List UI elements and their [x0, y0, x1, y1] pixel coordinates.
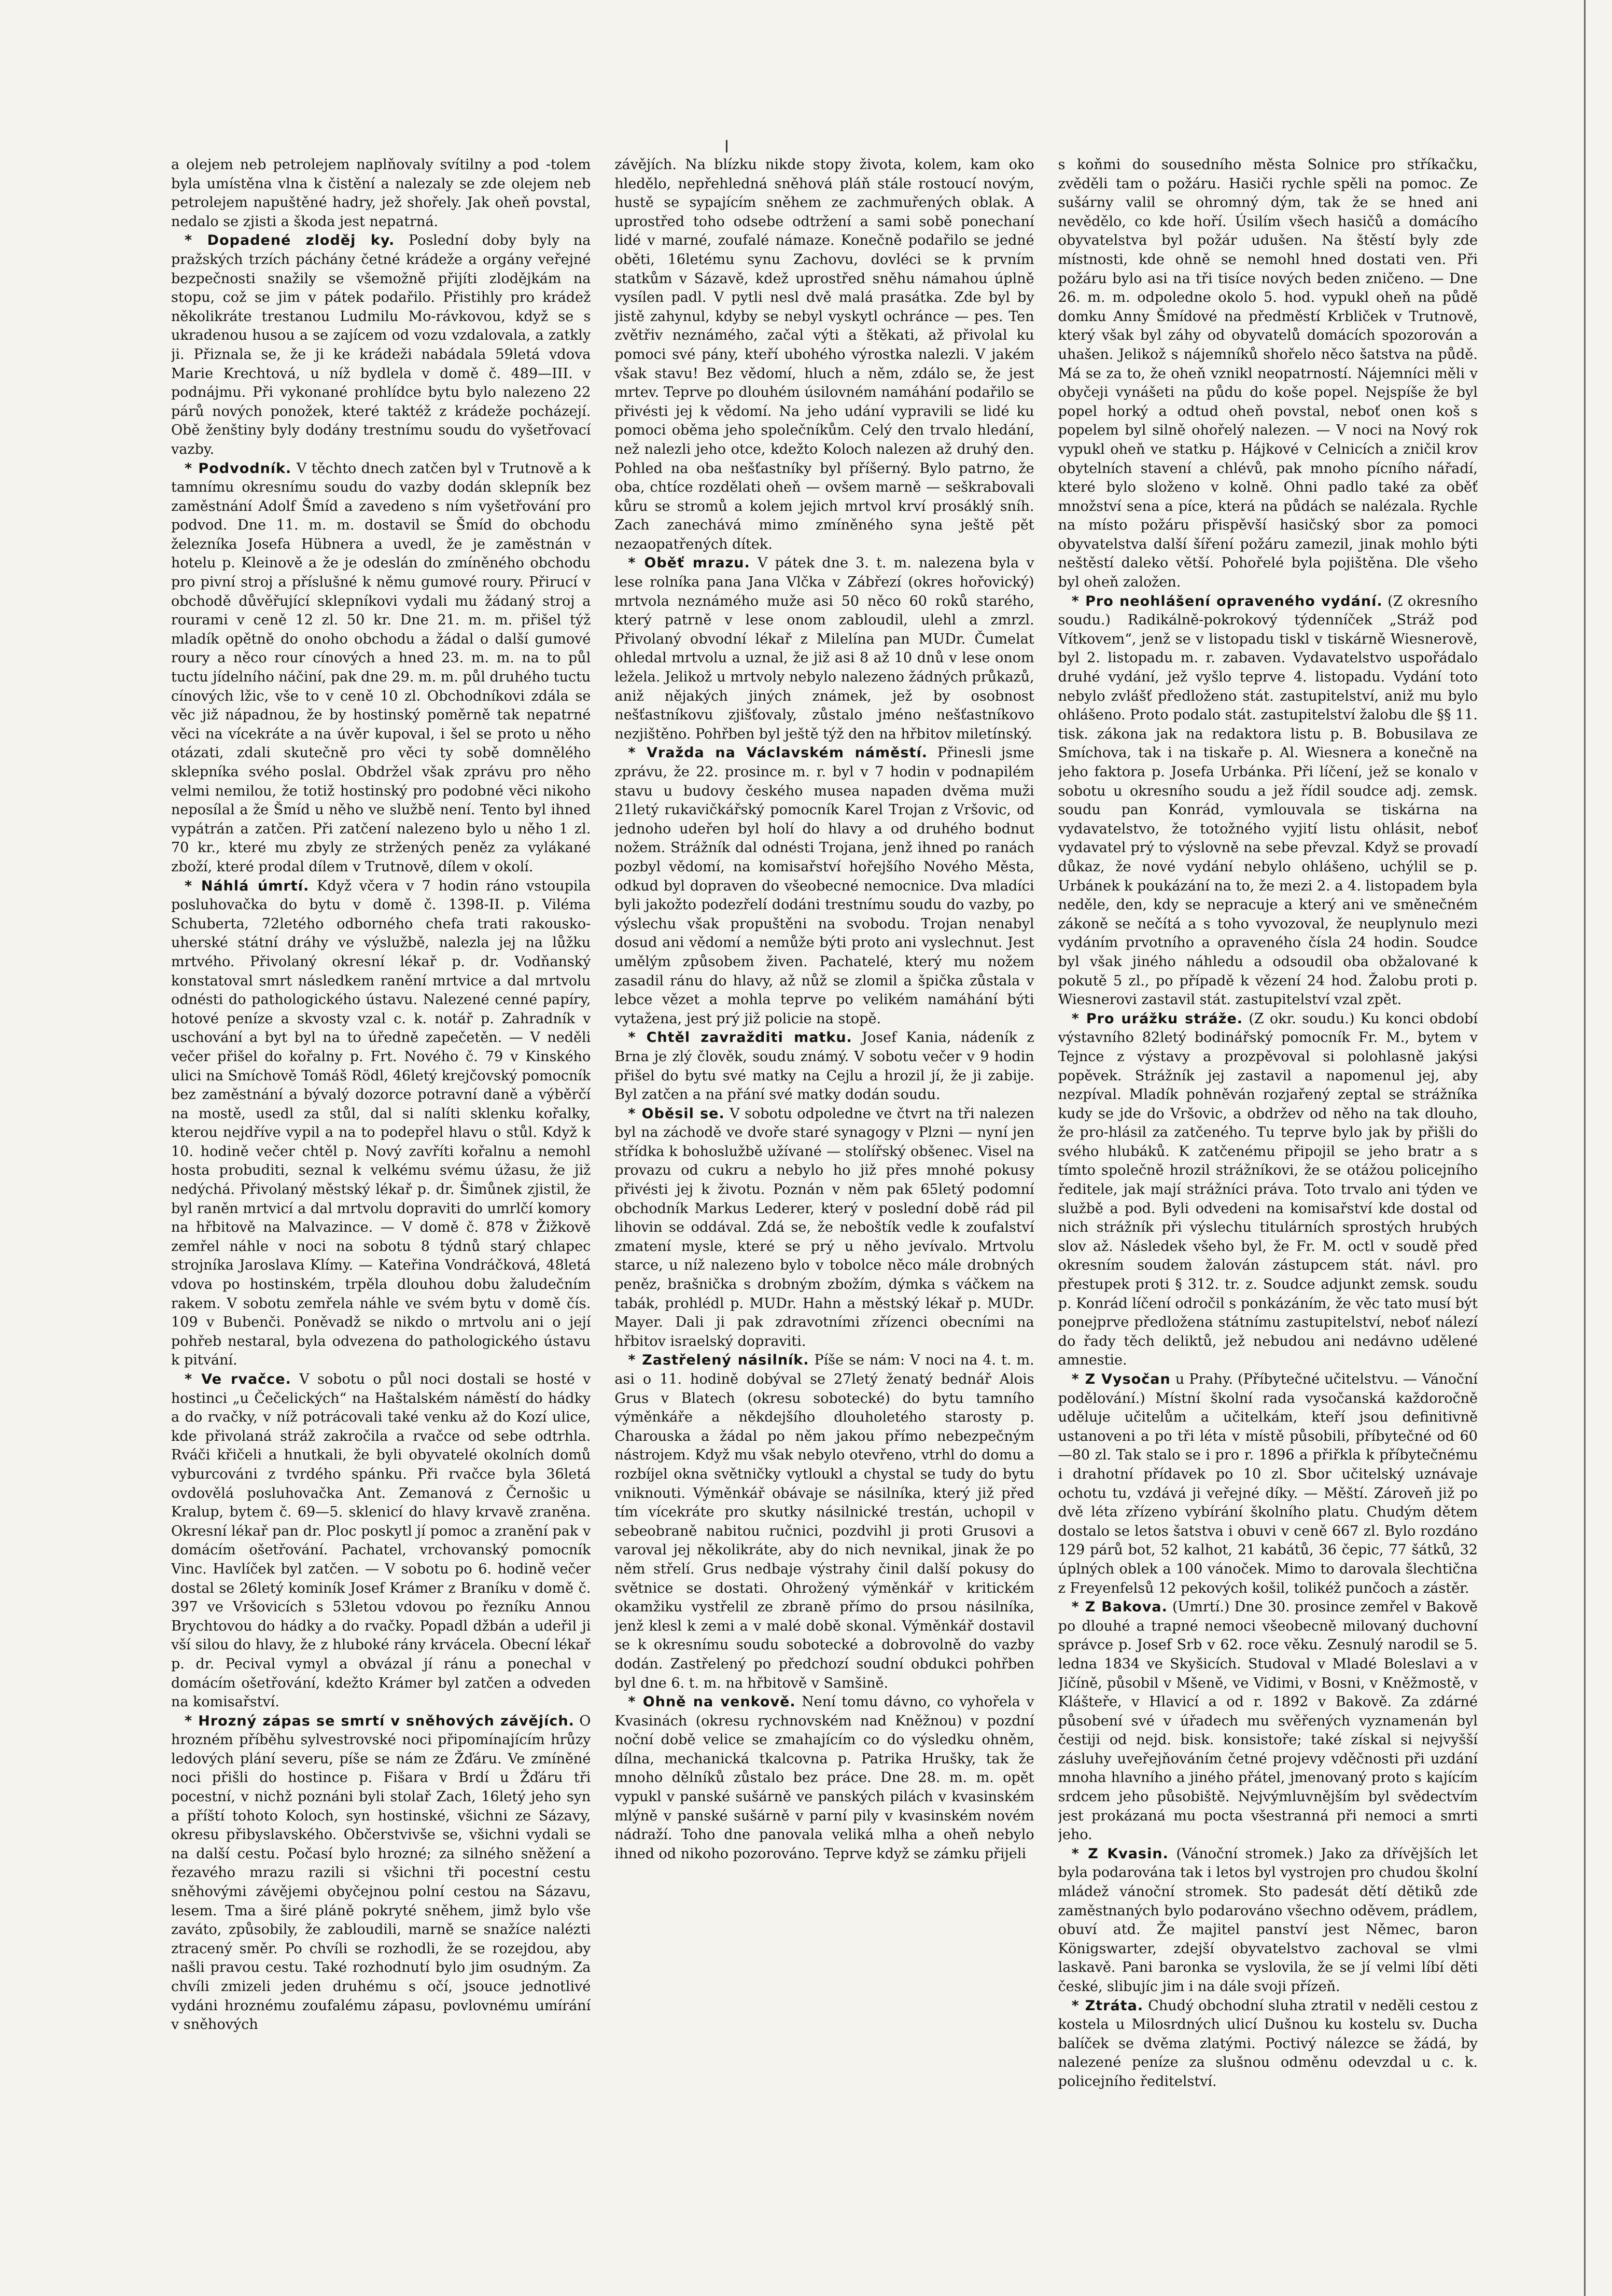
article-paragraph	[614, 156, 1034, 554]
article-text: O hrozném příběhu sylvestrovské noci připomínajícím hrůzy ledových plání severu, píše se nám ze Žďáru. Ve zmíněné noci přišli do hostince p. Fišara v Brdí u Žďáru tři pocestní, v nichž poznáni byli stolař Zach, 16letý jeho syn a příští tohoto Koloch, syn hostinské, všichni ze Sázavy, okresu přibyslavského. Občerstvivše se, všichni vydali se na další cestu. Počasí bylo hrozné; za silného sněžení a řezavého mrazu razili si všichni tři pocestní cestu sněhovými závějemi obyčejnou polní cestou na Sázavu, lesem. Tma a širé pláně pokryté sněhem, jimž bylo vše zaváto, způsobily, že zabloudili, marně se snažíce nalézti ztracený směr. Po chvíli se rozhodli, že se rozejdou, aby našli pravou cestu. Také rozhodnutí bylo jim osudným. Za chvíli zmizeli jeden druhému s očí, jsouce jednotlivé vydáni hroznému zoufalému zápasu, povlovnému umírání v sněhových	[171, 1713, 591, 2033]
article-paragraph	[614, 744, 1034, 1028]
article-paragraph	[1058, 1997, 1478, 2092]
article-text: Přinesli jsme zprávu, že 22. prosince m. r. byl v 7 hodin v podnapilém stavu u budovy českého musea napaden dvěma muži 21letý rukavičkářský pomocník Karel Trojan z Vršovic, od jednoho udeřen byl holí do hlavy a od druhého bodnut nožem. Strážník dal odnésti Trojana, jenž ihned po ranách pozbyl vědomí, na komisařství hořejšího Nového Města, odkud byl dopraven do všeobecné nemocnice. Dva mladíci byli jakožto podezřelí dodáni trestnímu soudu do vazby, po výslechu však propuštěni na svobodu. Trojan nenabyl dosud ani vědomí a nemůže býti proto ani vyslechnut. Jest umělým způsobem živen. Pachatelé, který mu nožem zasadil ránu do hlavy, až nůž se zlomil a špička zůstala v lebce vězet a mohla teprve po velikém namáhání býti vytažena, jest prý již policie na stopě.	[614, 745, 1034, 1027]
article-heading: * Ohně na venkově.	[628, 1694, 796, 1710]
article-text: (Vánoční stromek.) Jako za dřívějších let byla podarována tak i letos byl vystrojen pro chudou školní mládež vánoční stromek. Sto padesát dětí dětiků zde zaměstnaných bylo podarováno všechno oděvem, prádlem, obuví atd. Že majitel panství jest Němec, baron Königswarter, zdejší obyvatelstvo zachoval se vlmi laskavě. Pani baronka se vyslovila, že se jí velmi líbí děti české, slibujíc jim i na dále svoji přízeň.	[1058, 1845, 1478, 1995]
article-text: Chudý obchodní sluha ztratil v neděli cestou z kostela u Milosrdných ulicí Dušnou ku kostelu sv. Ducha balíček se dvěma zlatými. Poctivý nálezce se žádá, by nalezené peníze za slušnou odměnu odevzdal u c. k. policejního ředitelství.	[1058, 1997, 1478, 2090]
article-paragraph	[614, 554, 1034, 744]
article-text: (Umrtí.) Dne 30. prosince zemřel v Bakově po dlouhé a trapné nemoci všeobecně milovaný duchovní správce p. Josef Srb v 62. roce věku. Zesnulý narodil se 5. ledna 1834 ve Skyšicích. Studoval v Mladé Boleslavi a v Jičíně, působil v Mšeně, ve Vidimi, v Bosni, v Kněžmostě, v Klášteře, v Hlavicí a od r. 1892 v Bakově. Za zdárné působení své v úřadech mu svěřených vyznamenán byl čestiji od nejd. bisk. konsistoře; také získal si nejvyšší zásluhy uveřejňováním četné projevy vděčnosti při uzdání mnoha hlavního a jiného přátel, jmenovaný proto s kajícím srdcem jeho působiště. Nejvýmluvnějším byl svědectvím jest prokázaná mu pocta všestranná při nemoci a smrti jeho.	[1058, 1599, 1478, 1843]
article-paragraph	[1058, 1598, 1478, 1845]
article-text: (Z okresního soudu.) Radikálně-pokrokový týdenníček „Stráž pod Vítkovem“, jenž se v listopadu tiskl v tiskárně Wiesnerově, byl 2. listopadu m. r. zabaven. Vydavatelstvo uspořádalo druhé vydání, jež vyšlo teprve 4. listopadu. Vydání toto nebylo zvlášť předloženo stát. zastupitelství, aniž mu bylo ohlášeno. Proto podalo stát. zastupitelství žalobu dle §§ 11. tisk. zákona jak na redaktora listu p. B. Bobusilava ze Smíchova, tak i na tiskaře p. Al. Wiesnera a konečně na jeho faktora p. Josefa Urbánka. Při líčení, jež se konalo v sobotu u okresního soudu a jež řídil soudce adj. zemsk. soudu pan Konrád, vymlouvala se tiskárna na vydavatelstvo, že totožného vyjití listu ohlásit, neboť vydavatel prý to výslovně na sebe převzal. Když se provadí důkaz, že nové vydání nebylo ohlášeno, uchýlil se p. Urbánek k poukázání na to, že mezi 2. a 4. listopadem byla neděle, den, kdy se nepracuje a který ani ve směnečném zákoně se nečítá a s toho vyvozoval, že neuplynulo mezi vydáním prvotního a opraveného čísla 24 hodin. Soudce byl však jiného náhledu a odsoudil oba obžalované k pokutě 5 zl., po případě k vězení 24 hod. Žalobu proti p. Wiesnerovi zastavil stát. zastupitelství vzal zpět.	[1058, 593, 1478, 1008]
article-text: Poslední doby byly na pražských trzích páchány četné krádeže a orgány veřejné bezpečnosti snažily se všemožně přijíti zlodějkám na stopu, což se jim v pátek podařilo. Přistihly pro krádež několikráte trestanou Ludmilu Mo-rávkovou, když se s ukradenou husou a se zajícem od vozu vzdalovala, a zatkly ji. Přiznala se, že ji ke krádeži nabádala 59letá vdova Marie Krechtová, u níž bydlela v domě č. 489—III. v podnájmu. Při vykonané prohlídce bytu bylo nalezeno 22 párů nových ponožek, které taktéž z krádeže pocházejí. Obě ženštiny byly dodány trestnímu soudu do vyšetřovací vazby.	[171, 232, 591, 457]
article-text: V sobotu odpoledne ve čtvrt na tři nalezen byl na záchodě ve dvoře staré synagogy v Plzni — nyní jen střídka k bohoslužbě užívané — stolířský obšenec. Visel na provazu od cukru a nebylo ho již přes mnohé pokusy přivésti jej k životu. Poznán v něm pak 65letý podomní obchodník Markus Lederer, který v poslední době rád pil lihovin se oddával. Zdá se, že neboštík vedle k zoufalství zmatení mysle, které se prý u něho jevívalo. Mrtvolu starce, u níž nalezeno bylo v tobolce něco mále drobných peněz, brašnička s drobným zbožím, dýmka s váčkem na tabák, prohlédl p. MUDr. Hahn a městský lékař p. MUDr. Mayer. Dali ji pak zdravotními zřízenci obecními na hřbitov israelský dopraviti.	[614, 1105, 1034, 1349]
article-paragraph	[614, 1028, 1034, 1104]
article-heading: * Podvodník.	[185, 460, 292, 477]
article-text: s koňmi do sousedního města Solnice pro stříkačku, zvěděli tam o požáru. Hasiči rychle spěli na pomoc. Ze sušárny valil se ohromný dým, tak že se hned ani nevědělo, co kde hoří. Úsilím všech hasičů a domácího obyvatelstva byl požár udušen. Na štěstí byly zde místnosti, kde ohně se nemohl hned dostati ven. Při požáru bylo asi na tři tisíce nových beden zničeno. — Dne 26. m. m. odpoledne okolo 5. hod. vypukl oheň na půdě domku Anny Šmídové na předměstí Krbliček v Trutnově, který však byl záhy od obyvatelů domácích spozorován a uhašen. Jelikož s nájemníků shořelo něco šatstva na půdě. Má se za to, že oheň vznikl neopatrností. Nájemníci měli v obyčeji vynášeti na půdu do koše popel. Nejspíše že byl popel horký a odtud oheň povstal, neboť onen koš s popelem byl silně ohořelý nalezen. — V noci na Nový rok vypukl oheň ve statku p. Hájkové v Celnicích a zničil krov obytelních stavení a chlévů, pak mnoho pícního nářadí, které bylo složeno v kolně. Ohni padlo také za oběť množství sena a píce, která na půdách se nalézala. Rychle na místo požáru přispěvší hasičský sbor za pomoci obyvatelstva další šíření požáru zamezil, jinak mohlo býti neštěstí daleko větší. Pohořelé byla pojištěna. Dle všeho byl oheň založen.	[1058, 157, 1478, 591]
column-1	[171, 156, 591, 2194]
article-paragraph	[1058, 1845, 1478, 1997]
article-heading: * Ztráta.	[1071, 1997, 1144, 2014]
article-heading: * Pro neohlášení opraveného vydání.	[1071, 593, 1383, 609]
article-text: Píše se nám: V noci na 4. t. m. asi o 11. hodině dobýval se 27letý ženatý bednář Alois Grus v Blatech (okresu sobotecké) do bytu tamního výměnkáře a někdejšího dlouholetého starosty p. Charouska a žádal po něm jakou přímo nebezpečným nástrojem. Když mu však nebylo otevřeno, vtrhl do domu a rozbíjel okna světničky vytloukl a chystal se tudy do bytu vniknouti. Výměnkář obávaje se násilníka, který již před tím vícekráte pro skutky násilnické trestán, uchopil v sebeobraně nabitou ručnici, pozdvihl ji proti Grusovi a varoval jej několikráte, aby do nich nevnikal, jinak že po něm střelí. Grus nedbaje výstrahy činil další pokusy do světnice se dostati. Ohrožený výměnkář v kritickém okamžiku vystřelil ze zbraně přímo do prsou násilníka, jenž klesl k zemi a v malé době skonal. Výměnkář dostavil se k okresnímu soudu sobotecké a dobrovolně do vazby dodán. Zastřelený po předchozí soudní obdukci pohřben byl dne 6. t. m. na hřbitově v Samšině.	[614, 1352, 1034, 1691]
article-text: V těchto dnech zatčen byl v Trutnově a k tamnímu okresnímu soudu do vazby dodán sklepník bez zaměstnání Adolf Šmíd a zavedeno s ním vyšetřování pro podvod. Dne 11. m. m. dostavil se Šmíd do obchodu železníka Josefa Hübnera a uvedl, že je zaměstnán v hotelu p. Kleinově a že je odeslán do zmíněného obchodu pro pivní stroj a příslušné k němu gumové roury. Přirucí v obchodě důvěřující sklepníkovi vydali mu žádaný stroj a rourami v ceně 12 zl. 50 kr. Dne 21. m. m. přišel týž mladík opětně do onoho obchodu a žádal o další gumové roury a něco rour cínových a hned 23. m. m. na to půl tuctu jídelního náčiní, pak dne 29. m. m. půl druhého tuctu cínových lžic, vše to v ceně 10 zl. Obchodníkovi zdála se věc již nápadnou, že by hostinský poměrně tak nepatrné věci na vícekráte a na úvěr kupoval, i šel se proto u něho otázati, zdali skutečně pro věci ty sobě domnělého sklepníka svého poslal. Obdržel však zprávu pro něho velmi nemilou, že totiž hostinský pro podobné věci nikoho neposílal a že Šmíd u něho ve službě není. Tento byl ihned vypátrán a zatčen. Při zatčení nalezeno bylo u něho 1 zl. 70 kr., které mu zbyly ze stržených peněz za vylákané zboží, které prodal dílem v Trutnově, dílem v okolí.	[171, 460, 591, 875]
article-paragraph	[614, 1105, 1034, 1352]
article-text: Není tomu dávno, co vyhořela v Kvasinách (okresu rychnovském nad Kněžnou) v pozdní noční době velice se zmahajícím co do výsledku ohněm, dílna, mechanická tkalcovna p. Patrika Hrušky, tak že mnoho dělníků zůstalo bez práce. Dne 28. m. m. opět vypukl v panské sušárně ve panských pilách v kvasinském mlýně v panské sušárně v parní pily v kvasinském novém nádraží. Toho dne panovala veliká mlha a oheň nebylo ihned od nikoho pozorováno. Teprve když se zámku přijeli	[614, 1694, 1034, 1862]
column-2	[614, 156, 1034, 2194]
article-text: a olejem neb petrolejem naplňovaly svítilny a pod -tolem byla umístěna vlna k čistění a nalezaly se zde olejem neb petrolejem napuštěné hadry, jež shořely. Jak oheň povstal, nedalo se zjisti a škoda jest nepatrná.	[171, 157, 591, 230]
article-heading: * Dopadené zloděj ky.	[185, 232, 395, 249]
article-heading: * Vražda na Václavském náměstí.	[628, 745, 928, 761]
article-heading: * Oběť mrazu.	[628, 555, 750, 572]
article-heading: * Chtěl zavražditi matku.	[628, 1029, 852, 1046]
article-text: V sobotu o půl noci dostali se hosté v hostinci „u Čečelických“ na Haštalském náměstí do hádky a do rvačky, v níž potrácovali také venku až do Kozí ulice, kde přivolaná stráž zakročila a rvačce od sebe odtrhla. Rváči křičeli a hnutkali, že byli obyvatelé okolních domů vyburcováni z tvrdého spánku. Při rvačce byla 36letá ovdovělá posluhovačka Ant. Zemanová z Černošic u Kralup, bytem č. 69—5. sklenicí do hlavy krvavě zraněna. Okresní lékař pan dr. Ploc poskytl jí pomoc a zranění pak v domácím ošetřování. Pachatel, vrchovanský pomocník Vinc. Havlíček byl zatčen. — V sobotu po 6. hodině večer dostal se 26letý kominík Josef Krámer z Braníku v domě č. 397 ve Vršovicích s 53letou vdovou po řezníku Annou Brychtovou do hádky a do rvačky. Popadl džbán a udeřil ji vší silou do hlavy, že z hluboké rány krvácela. Obecní lékař p. dr. Pecival vymyl a obvázal jí ránu a ponechal v domácím ošetřování, kdežto Krámer byl zatčen a odveden na komisařství.	[171, 1371, 591, 1710]
article-text: (Z okr. soudu.) Ku konci období výstavního 82letý bodinářský pomocník Fr. M., bytem v Tejnce z výstavy a prozpěvoval si polohlasně jakýsi popěvek. Strážník jej zastavil a napomenul jej, aby nezpíval. Mladík pohněván rozjařený zeptal se strážníka kudy se jde do Vršovic, a obdržev od něho na tak dlouho, že pro-hlásil za zatčeného. Tu teprve bylo jak by přišli do svého hlubáků. K zatčenému připojil se jeho bratr a s tímto společně hrozil strážníkovi, že se otážou policejního ředitele, jak mají strážníci práva. Toto trvalo ani týden ve službě a pod. Byli odvedeni na komisařství kde dostal od nich strážník při výslechu titulárních sprostých hrubých slov až. Následek všeho byl, že Fr. M. octl v soudě před okresním soudem žalován zástupcem stát. návl. pro přestupek proti § 312. tr. z. Soudce adjunkt zemsk. soudu p. Konrád líčení odročil s ponkázáním, že věc tato musí být ponejprve předložena státnímu zastupitelství, neboť nálezí do řady těch deliktů, jež nebudou ani nedávno udělené amnestie.	[1058, 1010, 1478, 1369]
article-paragraph	[614, 1693, 1034, 1863]
article-paragraph	[171, 231, 591, 459]
article-paragraph	[171, 460, 591, 877]
page-edge-rule	[1584, 0, 1586, 2296]
article-heading: * Oběsil se.	[628, 1105, 725, 1122]
newspaper-columns	[171, 156, 1478, 2194]
article-heading: * Ve rvačce.	[185, 1371, 291, 1387]
article-paragraph	[1058, 1370, 1478, 1598]
article-heading: * Hrozný zápas se smrtí v sněhových závějích.	[185, 1713, 574, 1729]
article-heading: * Z Bakova.	[1071, 1599, 1168, 1616]
article-paragraph	[171, 1712, 591, 2035]
page-mark	[726, 140, 727, 152]
article-heading: * Z Kvasin.	[1071, 1845, 1169, 1862]
article-heading: * Zastřelený násilník.	[628, 1352, 809, 1369]
article-text: Když včera v 7 hodin ráno vstoupila posluhovačka do bytu v domě č. 1398-II. p. Viléma Schuberta, 72letého odborného chefa trati rakousko-uherské státní dráhy ve výslužbě, nalezla jej na lůžku mrtvého. Přivolaný okresní lékař p. dr. Vodňanský konstatoval smrt následkem ranění mrtvice a dal mrtvolu odnésti do pathologického ústavu. Nalezené cenné papíry, hotové peníze a skvosty vzal c. k. notář p. Zahradník v uschování a byt byl na to úředně zapečetěn. — V neděli večer přišel do kořalny p. Frt. Nového č. 79 v Kinského ulici na Smíchově Tomáš Rödl, 46letý krejčovský pomocník bez zaměstnání a bývalý dozorce potravní daně a výběrčí na mostě, usedl za stůl, dal si nalíti sklenku kořalky, kterou nejdříve vypil a na to podepřel hlavu o stůl. Když k 10. hodině večer chtěl p. Nový zavříti kořalnu a nemohl hosta probuditi, seznal k velkému svému úžasu, že již nedýchá. Přivolaný městský lékař p. dr. Šimůnek zjistil, že byl raněn mrtvicí a dal mrtvolu dopraviti do umrlčí komory na hřbitově na Malvazince. — V domě č. 878 v Žižkově zemřel náhle v noci na sobotu 8 týdnů starý chlapec strojníka Jaroslava Klímy. — Kateřina Vondráčková, 48letá vdova po hostinském, trpěla dlouhou dobu žaludečním rakem. V sobotu zemřela náhle ve svém bytu v domě čís. 109 v Bubenči. Poněvadž se nikdo o mrtvolu ani o její pohřeb nestaral, byla odvezena do pathologického ústavu k pitvání.	[171, 878, 591, 1369]
article-text: závějích. Na blízku nikde stopy života, kolem, kam oko hledělo, nepřehledná sněhová pláň stále rostoucí novým, hustě se sypajícím sněhem ze zachmuřených oblak. A uprostřed toho odsebe odtržení a sami sobě ponechaní lidé v marné, zoufalé námaze. Konečně podařilo se jedné oběti, 16letému synu Zachovu, dovléci se k prvním statkům v Sázavě, kdež uprostřed sněhu námahou úplně vysílen padl. V pytli nesl dvě malá prasátka. Zde byl by jistě zahynul, kdyby se nebyl vyskytl ochránce — pes. Ten zvětřiv neznámého, začal výti a štěkati, až přivolal ku pomoci své pány, kteří ubohého výrostka nalezli. V jakém však stavu! Bez vědomí, hluch a něm, zdálo se, že jest mrtev. Teprve po dlouhém úsilovném namáhání podařilo se přivésti jej k vědomí. Na jeho udání vypravili se lidé ku pomoci oběma jeho společníkům. Celý den trvalo hledání, než nalezli jeho otce, kdežto Koloch nalezen až druhý den. Pohled na oba nešťastníky byl příšerný. Bylo patrno, že oba, chtíce rozdělati oheň — ovšem marně — seškrabovali kůru se stromů a kolem jejich mrtvol krví prosáklý sníh. Zach zanechává mimo zmíněného syna ještě pět nezaopatřených dítek.	[614, 157, 1034, 552]
article-text: V pátek dne 3. t. m. nalezena byla v lese rolníka pana Jana Vlčka v Zábřezí (okres hořovický) mrtvola neznámého muže asi 50 něco 60 roků starého, který patrně v lese onom zabloudil, ulehl a zmrzl. Přivolaný obvodní lékař z Milelína pan MUDr. Čumelat ohledal mrtvolu a uznal, že již asi 8 až 10 dnů v lese onom ležela. Jelikož u mrtvoly nebylo nalezeno žádných průkazů, aniž nějakých jiných známek, jež by osobnost nešťastníkovu zjišťovaly, zůstalo jméno nešťastníkovo nezjištěno. Pohřben byl ještě týž den na hřbitov miletínský.	[614, 555, 1034, 742]
article-text: u Prahy. (Příbytečné učitelstvu. — Vánoční podělování.) Místní školní rada vysočanská každoročně uděluje učitelům a učitelkám, kteří jsou definitivně ustanoveni a po tři léta v místě působili, příbytečné od 60—80 zl. Tak stalo se i pro r. 1896 a přiřkla k příbytečnému i drahotní přídavek po 10 zl. Sbor učitelský uznávaje ochotu tu, vzdává ji veřejné díky. — Měští. Zároveň již po dvě léta zřízeno vybírání školního platu. Chudým dětem dostalo se letos šatstva i obuvi v ceně 667 zl. Bylo rozdáno 129 párů bot, 52 kalhot, 21 kabátů, 36 čepic, 77 šátků, 32 úplných oblek a 100 vánoček. Mimo to darovala šlechtična z Freyenfelsů 12 pekových košil, tolikéž punčoch a zástěr.	[1058, 1371, 1478, 1596]
article-paragraph	[614, 1351, 1034, 1693]
article-heading: * Z Vysočan	[1071, 1371, 1171, 1387]
column-3	[1058, 156, 1478, 2194]
article-paragraph	[1058, 156, 1478, 592]
article-paragraph	[171, 877, 591, 1370]
article-paragraph	[171, 156, 591, 231]
article-text: Josef Kania, nádeník z Brna je zlý člověk, soudu známý. V sobotu večer v 9 hodin přišel do bytu své matky na Cejlu a hrozil jí, že ji zabije. Byl zatčen a na přání své matky dodán soudu.	[614, 1029, 1034, 1103]
article-paragraph	[1058, 592, 1478, 1010]
article-heading: * Náhlá úmrtí.	[185, 878, 310, 894]
article-paragraph	[1058, 1010, 1478, 1370]
article-paragraph	[171, 1370, 591, 1712]
article-heading: * Pro urážku stráže.	[1071, 1010, 1243, 1027]
